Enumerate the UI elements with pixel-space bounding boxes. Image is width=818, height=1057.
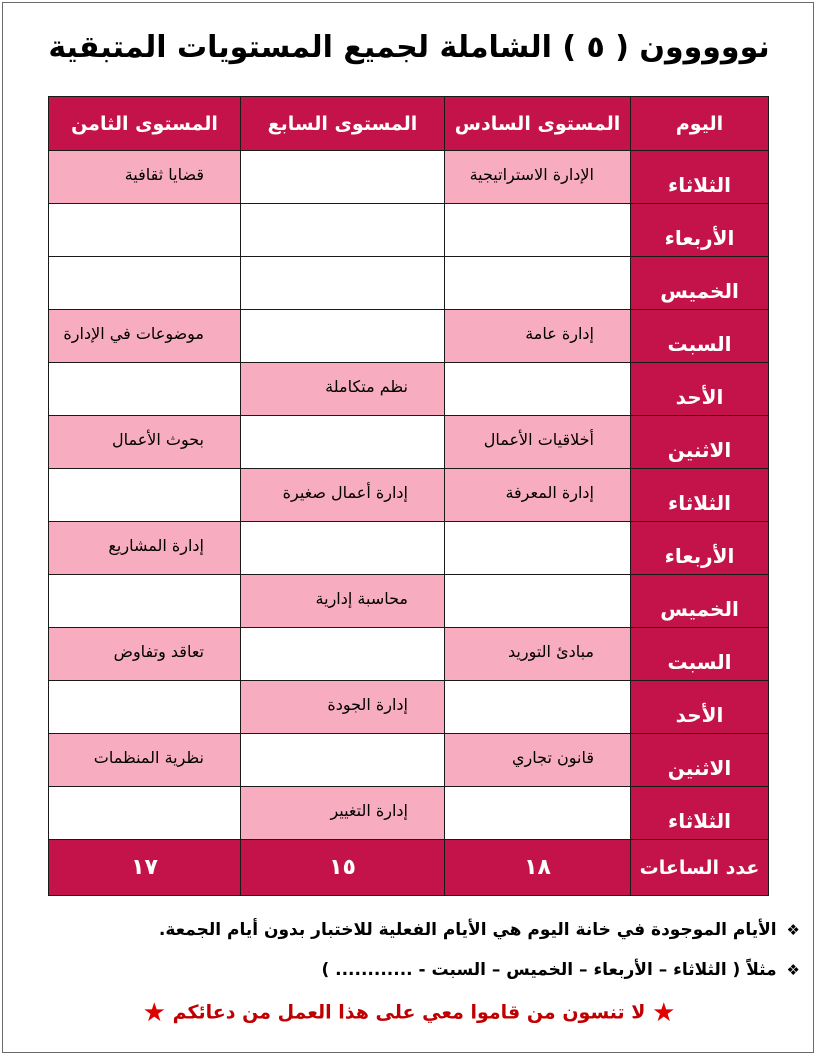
table-row (49, 363, 769, 416)
course-cell-l7 (241, 734, 445, 787)
table-row (49, 257, 769, 310)
course-cell-l6 (445, 575, 631, 628)
course-cell-l8: إدارة المشاريع (49, 522, 241, 575)
course-cell-l6 (445, 363, 631, 416)
table-row (49, 469, 769, 522)
course-cell-l6 (445, 522, 631, 575)
day-cell: السبت (631, 628, 769, 681)
course-cell-l7 (241, 628, 445, 681)
table-row (49, 522, 769, 575)
course-cell-l6: إدارة المعرفة (445, 469, 631, 522)
course-cell-l8 (49, 204, 241, 257)
course-cell-l6: إدارة عامة (445, 310, 631, 363)
note-dua-text: لا تنسون من قاموا معي على هذا العمل من دعائكم (172, 1001, 646, 1024)
day-cell: السبت (631, 310, 769, 363)
course-cell-l6 (445, 681, 631, 734)
course-cell-l8 (49, 787, 241, 840)
day-cell: الأحد (631, 363, 769, 416)
course-cell-l6: قانون تجاري (445, 734, 631, 787)
note-exam-days-text: الأيام الموجودة في خانة اليوم هي الأيام الفعلية للاختبار بدون أيام الجمعة. (158, 920, 777, 940)
table-row (49, 628, 769, 681)
header-level7: المستوى السابع (241, 97, 445, 151)
day-cell: الثلاثاء (631, 151, 769, 204)
totals-level8: ١٧ (49, 840, 241, 896)
day-cell: الخميس (631, 257, 769, 310)
totals-label: عدد الساعات (631, 840, 769, 896)
table-row (49, 575, 769, 628)
table-row (49, 681, 769, 734)
totals-row (49, 840, 769, 896)
course-cell-l7: محاسبة إدارية (241, 575, 445, 628)
course-cell-l6: أخلاقيات الأعمال (445, 416, 631, 469)
day-cell: الخميس (631, 575, 769, 628)
course-cell-l8 (49, 257, 241, 310)
course-cell-l7: إدارة التغيير (241, 787, 445, 840)
course-cell-l8: موضوعات في الإدارة (49, 310, 241, 363)
table-row (49, 734, 769, 787)
day-cell: الثلاثاء (631, 787, 769, 840)
page-title: نووووون ( ٥ ) الشاملة لجميع المستويات المتبقية (48, 30, 770, 65)
totals-level6: ١٨ (445, 840, 631, 896)
day-cell: الأربعاء (631, 204, 769, 257)
note-exam-days (20, 920, 800, 940)
table-row (49, 310, 769, 363)
course-cell-l8 (49, 681, 241, 734)
day-cell: الاثنين (631, 734, 769, 787)
course-cell-l8: بحوث الأعمال (49, 416, 241, 469)
course-cell-l7 (241, 522, 445, 575)
course-cell-l6: الإدارة الاستراتيجية (445, 151, 631, 204)
course-cell-l8 (49, 469, 241, 522)
header-row (49, 97, 769, 151)
note-example-text: مثلاً ( الثلاثاء – الأربعاء – الخميس – السبت - ............ ) (321, 960, 777, 980)
diamond-bullet-icon: ❖ (786, 961, 800, 979)
course-cell-l7: إدارة أعمال صغيرة (241, 469, 445, 522)
course-cell-l8: نظرية المنظمات (49, 734, 241, 787)
table-row (49, 787, 769, 840)
course-cell-l6 (445, 257, 631, 310)
day-cell: الثلاثاء (631, 469, 769, 522)
schedule-rows (49, 151, 769, 840)
schedule-table (48, 96, 769, 896)
diamond-bullet-icon: ❖ (786, 921, 800, 939)
totals-level7: ١٥ (241, 840, 445, 896)
course-cell-l8 (49, 363, 241, 416)
header-day: اليوم (631, 97, 769, 151)
course-cell-l8: قضايا ثقافية (49, 151, 241, 204)
course-cell-l7 (241, 151, 445, 204)
course-cell-l7 (241, 310, 445, 363)
table-row (49, 416, 769, 469)
course-cell-l7 (241, 416, 445, 469)
note-example (20, 960, 800, 980)
header-level8: المستوى الثامن (49, 97, 241, 151)
course-cell-l7 (241, 257, 445, 310)
star-icon: ★ (142, 998, 166, 1028)
course-cell-l7: نظم متكاملة (241, 363, 445, 416)
day-cell: الأربعاء (631, 522, 769, 575)
course-cell-l6 (445, 787, 631, 840)
course-cell-l7: إدارة الجودة (241, 681, 445, 734)
note-dua (0, 998, 818, 1028)
course-cell-l8 (49, 575, 241, 628)
course-cell-l6: مبادئ التوريد (445, 628, 631, 681)
course-cell-l8: تعاقد وتفاوض (49, 628, 241, 681)
table-row (49, 204, 769, 257)
day-cell: الاثنين (631, 416, 769, 469)
course-cell-l6 (445, 204, 631, 257)
star-icon: ★ (652, 998, 676, 1028)
table-row (49, 151, 769, 204)
header-level6: المستوى السادس (445, 97, 631, 151)
day-cell: الأحد (631, 681, 769, 734)
course-cell-l7 (241, 204, 445, 257)
